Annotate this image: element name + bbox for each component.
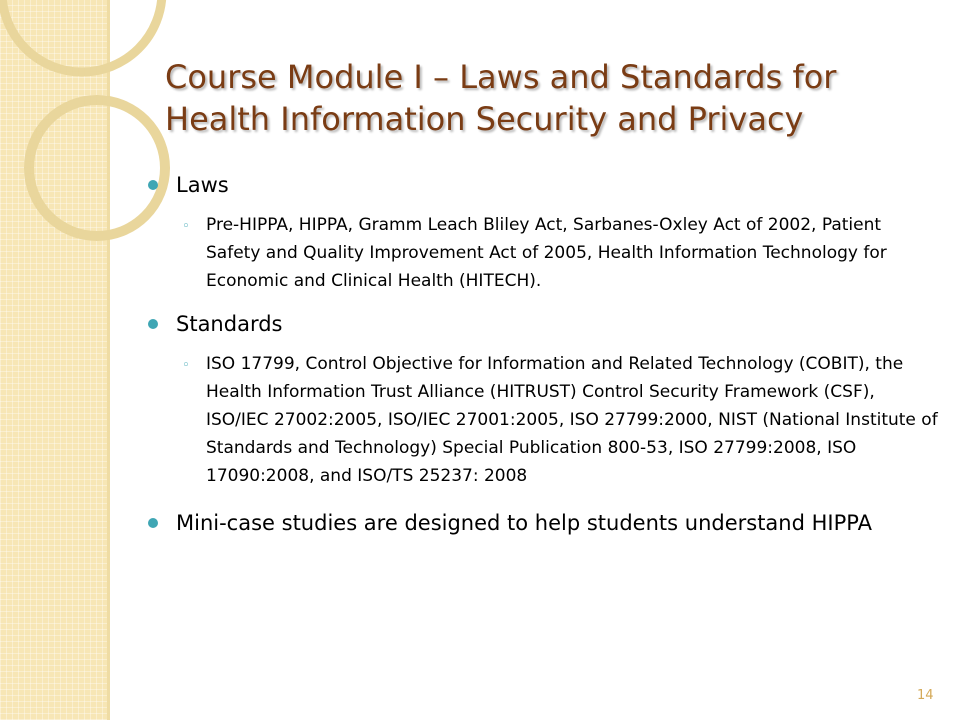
bullet-label: Mini-case studies are designed to help students understand HIPPA xyxy=(176,511,872,535)
bullet-label: Laws xyxy=(176,173,229,197)
spacer xyxy=(148,490,938,508)
slide-content xyxy=(148,170,938,539)
sub-bullet-laws-list xyxy=(148,211,938,295)
slide-title xyxy=(165,56,935,140)
page-number: 14 xyxy=(917,688,934,703)
bullet-label: Standards xyxy=(176,312,283,336)
sub-bullet-ring-icon: ◦ xyxy=(182,219,190,234)
slide-title-line-2: Health Information Security and Privacy xyxy=(165,100,804,138)
bullet-dot-icon xyxy=(148,518,158,528)
sub-bullet-ring-icon: ◦ xyxy=(182,358,190,373)
decorative-circle-middle xyxy=(29,100,165,236)
bullet-mini-case-studies xyxy=(148,508,938,539)
sub-bullet-text: ISO 17799, Control Objective for Information and Related Technology (COBIT), the Health Information Trust Alliance (HITRUST) Control Security Framework (CSF), ISO/IEC 27002:2005, ISO/IEC 27001:2005, ISO 27799:2000, NIST (National Institute of Standards and Technology) Special Publication 800-53, ISO 27799:2008, ISO 17090:2008, and ISO/TS 25237: 2008 xyxy=(206,354,938,486)
spacer xyxy=(148,295,938,309)
decorative-circle-top xyxy=(2,0,162,72)
bullet-laws xyxy=(148,170,938,201)
bullet-dot-icon xyxy=(148,180,158,190)
bullet-dot-icon xyxy=(148,319,158,329)
bullet-standards xyxy=(148,309,938,340)
sub-bullet-standards-list xyxy=(148,350,938,490)
sub-bullet-text: Pre-HIPPA, HIPPA, Gramm Leach Bliley Act, Sarbanes-Oxley Act of 2002, Patient Safety and Quality Improvement Act of 2005, Health Information Technology for Economic and Clinical Health (HITECH). xyxy=(206,215,887,291)
slide-title-line-1: Course Module I – Laws and Standards for xyxy=(165,58,837,96)
